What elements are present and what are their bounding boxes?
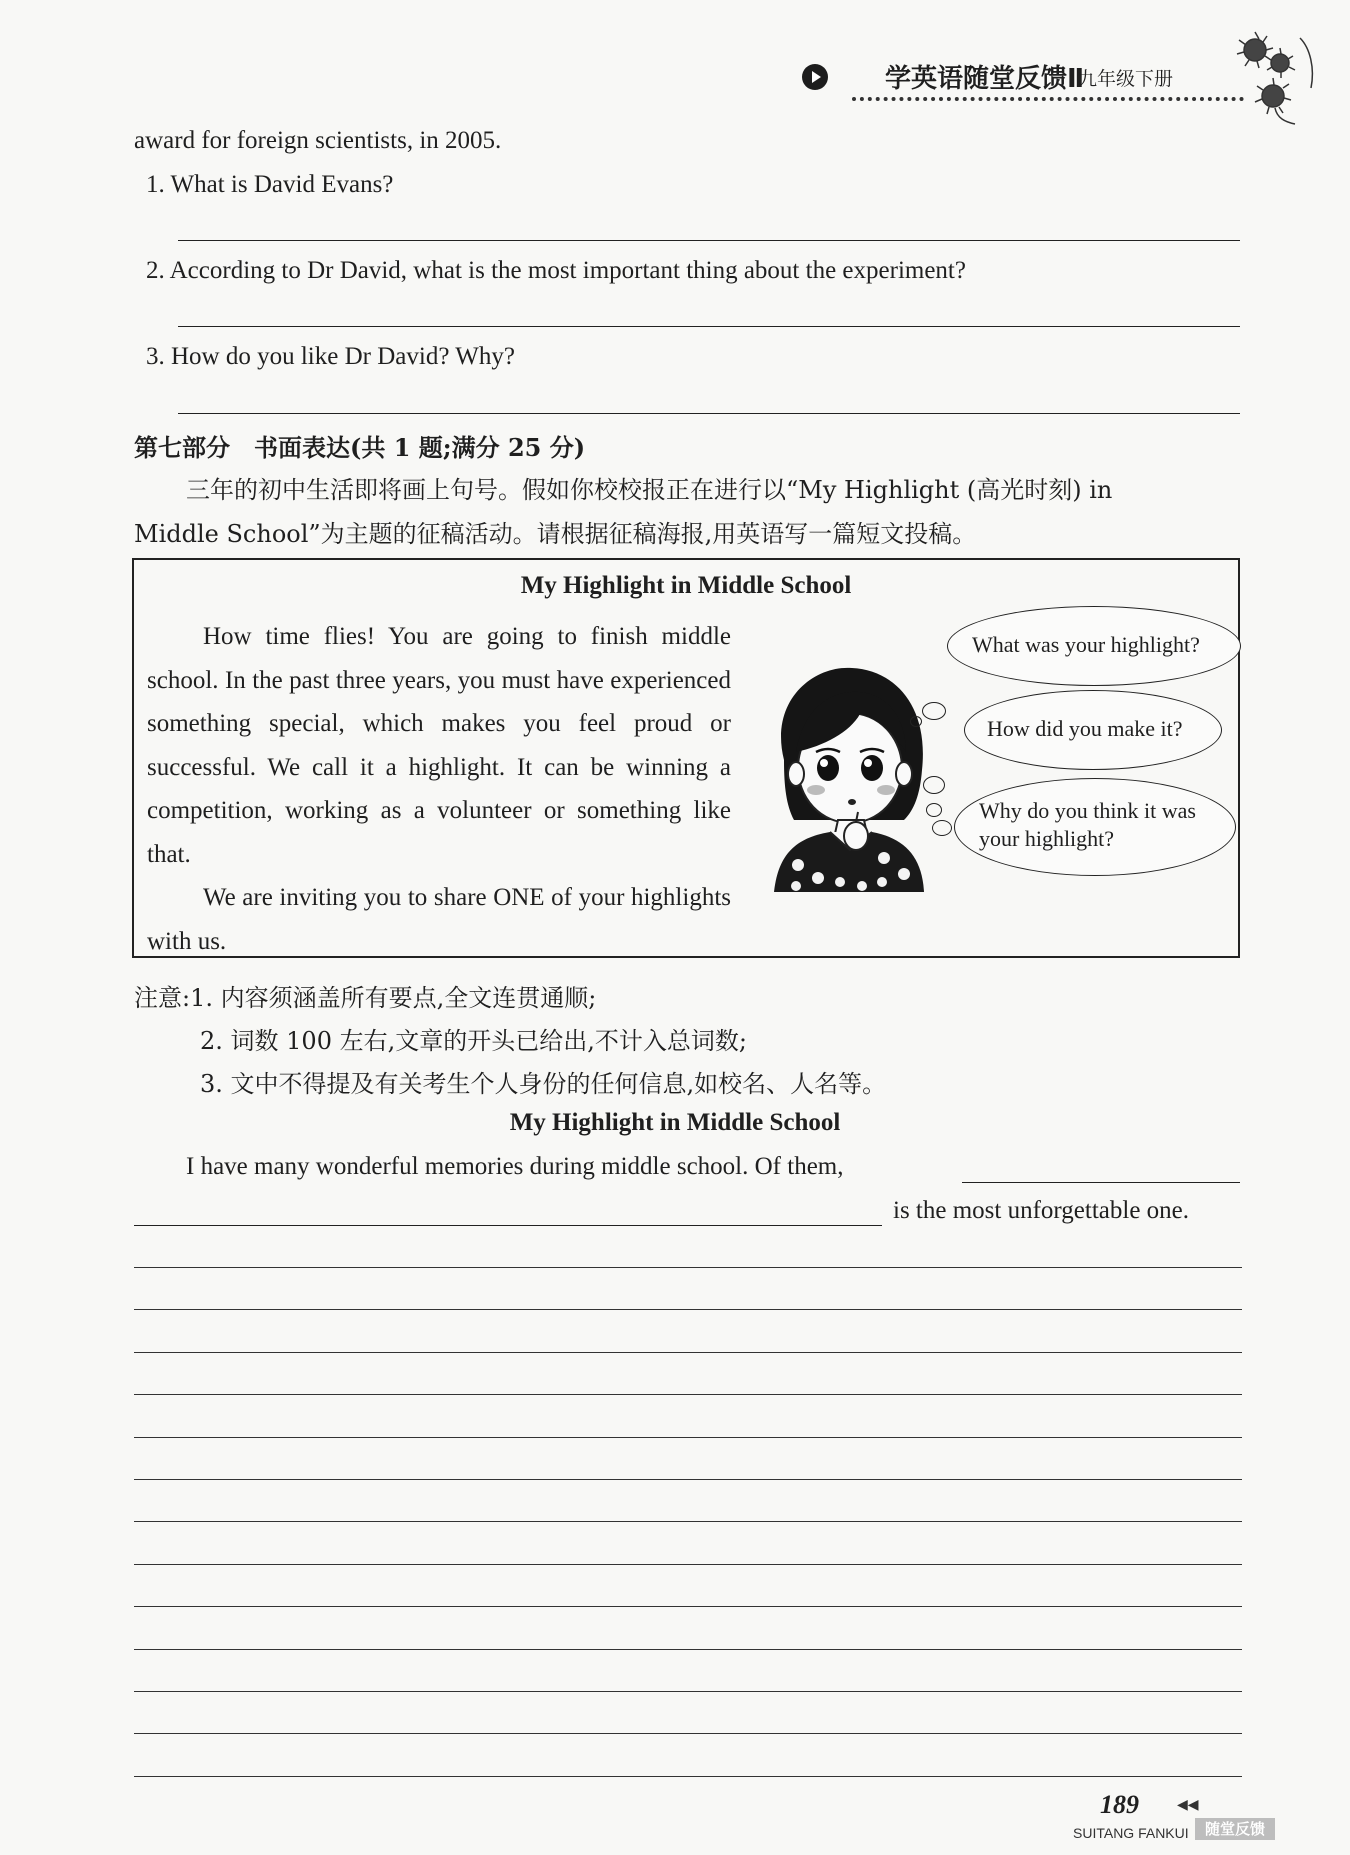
passage-tail: award for foreign scientists, in 2005. — [134, 127, 502, 154]
bubble-3-text-line2: your highlight? — [979, 826, 1115, 851]
section-7-heading: 第七部分 书面表达(共 1 题;满分 25 分) — [134, 433, 586, 462]
writing-line[interactable] — [134, 1691, 1242, 1692]
note-2: 2. 词数 100 左右,文章的开头已给出,不计入总词数; — [200, 1027, 747, 1055]
writing-line[interactable] — [134, 1649, 1242, 1650]
poster-paragraph-2: We are inviting you to share ONE of your highlights with us. — [147, 884, 731, 955]
writing-opening: I have many wonderful memories during middle school. Of them, — [186, 1153, 844, 1180]
poster-paragraph-1: How time flies! You are going to finish middle school. In the past three years, you must have experienced something special, which makes you feel proud or successful. We call it a highlight. It can be winning a competition, working as a volunteer or something like that. — [147, 623, 731, 868]
sunflower-decoration-icon — [1215, 18, 1325, 128]
section-7-intro-line2: Middle School”为主题的征稿活动。请根据征稿海报,用英语写一篇短文投稿。 — [134, 520, 977, 548]
answer-line-2[interactable] — [178, 326, 1240, 327]
writing-line[interactable] — [134, 1606, 1242, 1607]
play-icon — [802, 64, 828, 90]
page-number: 189 — [1100, 1790, 1139, 1819]
thought-bubble-2 — [964, 690, 1222, 770]
writing-title: My Highlight in Middle School — [509, 1109, 841, 1136]
fill-blank-1[interactable] — [962, 1182, 1240, 1183]
writing-line[interactable] — [134, 1479, 1242, 1480]
fill-blank-2[interactable] — [134, 1225, 882, 1226]
back-arrows-icon: ◀◀ — [1177, 1797, 1199, 1813]
header-dotted-divider — [852, 97, 1244, 101]
answer-line-3[interactable] — [178, 413, 1240, 414]
poster-title: My Highlight in Middle School — [520, 572, 852, 599]
thinking-girl-illustration — [764, 660, 934, 892]
writing-line[interactable] — [134, 1437, 1242, 1438]
footer-brand-en: SUITANG FANKUI — [1073, 1825, 1189, 1841]
answer-line-1[interactable] — [178, 240, 1240, 241]
writing-line[interactable] — [134, 1394, 1242, 1395]
poster-box — [132, 558, 1240, 958]
note-3: 3. 文中不得提及有关考生个人身份的任何信息,如校名、人名等。 — [200, 1070, 887, 1098]
bubble-1-text: What was your highlight? — [972, 632, 1200, 657]
bubble-3-text-line1: Why do you think it was — [979, 798, 1196, 823]
writing-line[interactable] — [134, 1267, 1242, 1268]
thought-dot — [932, 820, 952, 836]
writing-line[interactable] — [134, 1733, 1242, 1734]
question-1: 1. What is David Evans? — [146, 171, 394, 198]
writing-line[interactable] — [134, 1309, 1242, 1310]
question-2: 2. According to Dr David, what is the most important thing about the experiment? — [146, 257, 966, 284]
thought-dot — [923, 776, 945, 794]
poster-text — [147, 615, 731, 963]
writing-line[interactable] — [134, 1521, 1242, 1522]
thought-dot — [922, 702, 946, 720]
book-title: 学英语随堂反馈Ⅱ — [885, 64, 1085, 94]
writing-line[interactable] — [134, 1352, 1242, 1353]
writing-line[interactable] — [134, 1564, 1242, 1565]
bubble-2-text: How did you make it? — [987, 716, 1183, 741]
section-7-intro-line1: 三年的初中生活即将画上句号。假如你校校报正在进行以“My Highlight (高光时刻) in — [186, 476, 1113, 504]
question-3: 3. How do you like Dr David? Why? — [146, 343, 515, 370]
writing-opening-end: is the most unforgettable one. — [893, 1197, 1190, 1224]
note-1: 注意:1. 内容须涵盖所有要点,全文连贯通顺; — [134, 984, 597, 1012]
footer-brand-cn: 随堂反馈 — [1195, 1818, 1275, 1840]
thought-dot — [910, 716, 922, 727]
thought-dot — [926, 803, 942, 817]
writing-line[interactable] — [134, 1776, 1242, 1777]
thought-bubble-1 — [947, 606, 1241, 686]
thought-bubble-3 — [954, 778, 1236, 876]
book-subtitle: 九年级下册 — [1078, 68, 1174, 90]
